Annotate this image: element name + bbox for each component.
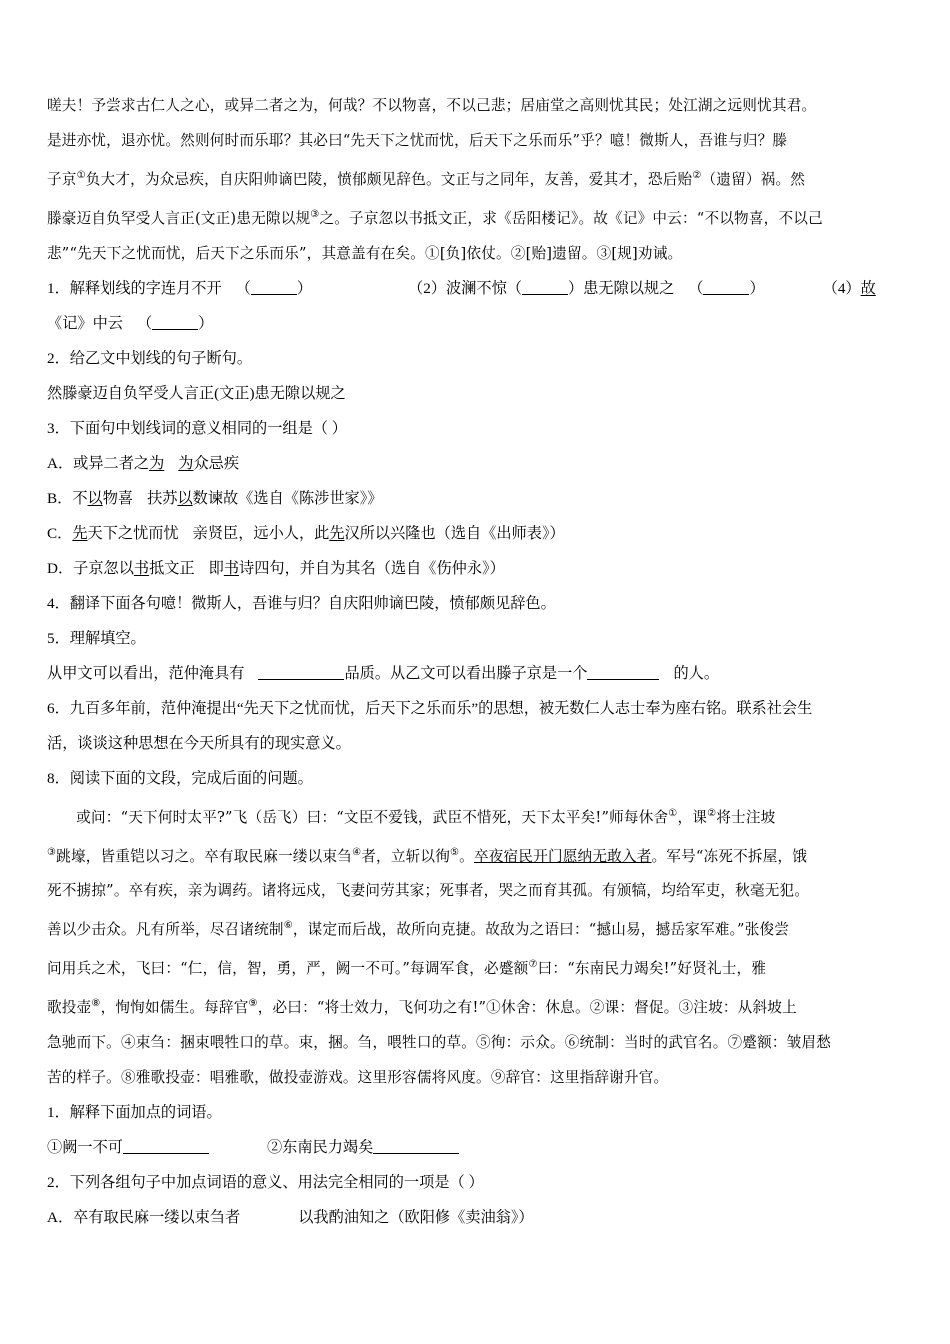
option-c-post2: 汉所以兴隆也（选自《出师表》） [344, 524, 565, 542]
option-c-letter: C． [47, 524, 73, 542]
yuefei-l5-b: 曰：“东南民力竭矣!”好贤礼士，雅 [537, 960, 767, 978]
yuefei-line-7: 急驰而下。④束刍：捆束喂牲口的草。束，捆。刍，喂牲口的草。⑤徇：示众。⑥统制：当时的武官名。⑦蹙额：皱眉愁 [47, 1034, 832, 1052]
q1-paren-close-1: ） [296, 279, 313, 297]
option-b-letter: B． [47, 489, 73, 507]
p2-question-1-items [47, 1130, 913, 1165]
question-8-stem: 阅读下面的文段，完成后面的问题。 [69, 769, 313, 787]
yuefei-l1-b: ，课 [677, 808, 708, 826]
yuefei-footnote-marker-8: ⑧ [91, 998, 101, 1010]
yuefei-l1-c: 将士注坡 [716, 808, 776, 826]
yuefei-l1-a: 或问：“天下何时太平?”飞（岳飞）曰：“文臣不爱钱，武臣不惜死，天下太平矣!”师每休舍 [76, 808, 669, 826]
q5-answer-blank-1[interactable] [258, 679, 344, 680]
q1-line2-text: 《记》中云 [47, 314, 123, 332]
q1-answer-blank-3[interactable] [703, 294, 749, 295]
option-b-post2: 数谏故《选自《陈涉世家》》 [192, 489, 383, 507]
option-d-letter: D． [47, 559, 74, 577]
q5-fill-b: 品质。从乙文可以看出滕子京是一个 [344, 664, 588, 682]
passage-line-3 [47, 158, 913, 197]
q5-fill-a: 从甲文可以看出，范仲淹具有 [47, 664, 245, 682]
passage-line-1: 嗟夫！予尝求古仁人之心，或异二者之为，何哉？不以物喜，不以己悲；居庙堂之高则忧其民；处江湖之远则忧其君。 [47, 97, 817, 114]
question-8-stem-line [47, 761, 913, 796]
option-c-pre2: 亲贤臣，远小人，此 [192, 524, 330, 542]
question-4-stem: 翻译下面各句噫！微斯人，吾谁与归？自庆阳帅谪巴陵，愤郁颇见辞色。 [69, 594, 556, 612]
q1-item4-text: 故 [860, 279, 876, 297]
q1-item2-text: 波澜不惊 [446, 279, 507, 297]
yuefei-line-5 [47, 947, 913, 986]
option-d-underline-2: 书 [223, 559, 240, 577]
yuefei-l2-c: 。 [459, 847, 474, 865]
option-b-pre2: 扶苏 [147, 489, 178, 507]
option-d-underline-1: 书 [133, 559, 150, 577]
question-3 [47, 411, 913, 446]
question-2 [47, 341, 913, 376]
footnote-marker-2: ② [692, 170, 702, 181]
yuefei-line-1 [47, 796, 913, 835]
q1-answer-blank-1[interactable] [251, 294, 297, 295]
question-3-stem: 下面句中划线词的意义相同的一组是（ ） [69, 419, 347, 437]
yuefei-l2-d: 。军号“冻死不拆屋，饿 [651, 847, 808, 865]
q1-paren-close-4: ） [198, 314, 214, 332]
passage-line-2: 是进亦忧，退亦忧。然则何时而乐耶？其必曰“先天下之忧而忧，后天下之乐而乐”乎？噫！微斯人，吾谁与归？滕 [47, 132, 788, 149]
question-3-option-b[interactable] [47, 481, 913, 516]
q1-answer-blank-2[interactable] [522, 294, 568, 295]
p2-question-1 [47, 1095, 913, 1130]
question-1-number: 1． [47, 279, 70, 297]
yuefei-l2-a: 跳壕，皆重铠以习之。卒有取民麻一缕以束刍 [56, 847, 353, 865]
page-content [47, 88, 913, 1235]
yuefei-l4-b: ，谋定而后战，故所向克捷。故敌为之语曰：“撼山易，撼岳家军难。”张俊尝 [292, 921, 790, 939]
passage-line-4-b: 之。子京忽以书抵文正，求《岳阳楼记》。故《记》中云：“不以物喜，不以己 [319, 209, 823, 227]
question-6-text-1: 九百多年前，范仲淹提出“先天下之忧而忧，后天下之乐而乐”的思想，被无数仁人志士奉为座右铭。联系社会生 [69, 699, 813, 717]
yuefei-line-8: 苦的样子。⑧雅歌投壶：唱雅歌，做投壶游戏。这里形容儒将风度。⑨辞官：这里指辞谢升官。 [47, 1069, 669, 1087]
question-5-stem: 理解填空。 [69, 629, 146, 647]
yuefei-underlined-sentence: 卒夜宿民开门愿纳无敢入者 [473, 847, 652, 865]
option-a-post2: 众忌疾 [193, 454, 240, 472]
p2-q1-item1-label: ① [47, 1139, 63, 1157]
q5-answer-blank-2[interactable] [587, 679, 659, 680]
p2-q1-item2-text: 东南民力竭矣 [282, 1139, 374, 1157]
yuefei-footnote-marker-9: ⑨ [248, 998, 258, 1010]
questions-part-1 [47, 271, 913, 796]
option-b-post1: 物喜 [102, 489, 134, 507]
passage-line-3-a: 子京 [47, 170, 77, 188]
option-d-pre1: 子京忽以 [73, 559, 134, 577]
q1-paren-open-1: （ [235, 279, 251, 297]
passage-line-3-b: 负大才，为众忌疾，自庆阳帅谪巴陵，愤郁颇见辞色。文正与之同年，友善，爱其才，恐后贻 [85, 170, 693, 188]
option-d-post1: 抵文正 [149, 559, 195, 577]
option-b-underline-1: 以 [87, 489, 103, 507]
yuefei-l5-a: 问用兵之术，飞曰：“仁，信，智，勇，严，阙一不可。”每调军食，必蹙额 [47, 960, 529, 978]
yuefei-footnote-marker-1: ① [668, 807, 678, 819]
yuefei-footnote-marker-5: ⑤ [450, 846, 460, 858]
question-5-fill-line [47, 656, 913, 691]
question-1 [47, 271, 913, 306]
q1-item2-label: （2） [408, 279, 446, 297]
yuefei-line-2 [47, 835, 913, 874]
option-a-letter: A． [47, 454, 74, 472]
p2-option-a-text-1: 卒有取民麻一缕以束刍者 [73, 1209, 241, 1227]
footnote-marker-3: ③ [310, 208, 320, 220]
option-d-pre2: 即 [208, 559, 224, 577]
p2-option-a-text-2: 以我酌油知之（欧阳修《卖油翁》） [298, 1209, 534, 1227]
p2-q1-item1-text: 阙一不可 [62, 1139, 123, 1157]
option-b-pre1: 不 [72, 489, 88, 507]
q1-paren-close-3: ） [749, 279, 765, 297]
yuefei-footnote-marker-4: ④ [352, 846, 362, 858]
footnote-marker-1: ① [76, 170, 86, 181]
classical-passage-block [47, 88, 913, 271]
q1-answer-blank-4[interactable] [152, 329, 198, 330]
p2-question-2 [47, 1165, 913, 1200]
option-d-post2: 诗四句，并自为其名（选自《伤仲永》） [239, 559, 505, 577]
q1-item4-label: （4） [822, 279, 861, 297]
p2-option-a-letter: A． [47, 1209, 74, 1227]
q1-paren-open-2: （ [506, 279, 522, 297]
question-3-number: 3． [47, 419, 70, 437]
p2-question-1-number: 1． [47, 1104, 70, 1122]
q1-paren-open-4: （ [136, 314, 153, 332]
passage-line-3-c: （遗留）祸。然 [701, 170, 806, 188]
passage-line-4-a: 滕豪迈自负罕受人言正(文正)患无隙以规 [47, 209, 311, 227]
question-8-number: 8． [47, 769, 70, 787]
p2-q1-answer-blank-2[interactable] [373, 1153, 459, 1154]
q1-paren-close-2: ） [567, 279, 584, 297]
p2-question-2-stem: 下列各组句子中加点词语的意义、用法完全相同的一项是（ ） [69, 1174, 484, 1192]
yuefei-l2-b: 者，立斩以徇 [361, 847, 450, 865]
yuefei-line-4 [47, 908, 913, 947]
question-6-line-1 [47, 691, 913, 726]
p2-q1-answer-blank-1[interactable] [123, 1153, 209, 1154]
question-3-option-c[interactable] [47, 516, 913, 551]
passage-line-5: 悲”“先天下之忧而忧，后天下之乐而乐”，其意盖有在矣。①[负]依仗。②[贻]遗留。③[规]劝诫。 [47, 244, 683, 262]
option-b-underline-2: 以 [177, 489, 193, 507]
option-a-underline-2: 为 [178, 454, 194, 472]
question-6-line-2: 活，谈谈这种思想在今天所具有的现实意义。 [47, 734, 351, 752]
option-c-post1: 天下之忧而忧 [87, 524, 179, 542]
p2-q1-item2-label: ② [266, 1139, 283, 1157]
question-3-option-d[interactable] [47, 551, 913, 586]
question-4-number: 4． [47, 594, 70, 612]
yuefei-footnote-marker-2: ② [707, 807, 717, 819]
question-2-sentence: 然滕豪迈自负罕受人言正(文正)患无隙以规之 [47, 384, 346, 402]
option-a-pre1: 或异二者之 [73, 454, 150, 472]
passage-line-4 [47, 197, 913, 236]
question-6-number: 6． [47, 699, 70, 717]
q1-item3-text: 患无隙以规之 [583, 279, 675, 297]
option-c-underline-2: 先 [329, 524, 345, 542]
yuefei-line-3: 死不掳掠”。卒有疾，亲为调药。诸将远戍，飞妻问劳其家；死事者，哭之而育其孤。有颁犒，均给军吏，秋毫无犯。 [47, 882, 810, 900]
yuefei-l6-a: 歌投壶 [47, 999, 92, 1017]
yuefei-l6-c: ，必曰：“将士效力，飞何功之有!”①休舍：休息。②课：督促。③注坡：从斜坡上 [257, 999, 797, 1017]
yuefei-l4-a: 善以少击众。凡有所举，尽召诸统制 [47, 921, 284, 939]
q1-paren-open-3: （ [688, 279, 704, 297]
p2-question-2-number: 2． [47, 1174, 70, 1192]
question-4 [47, 586, 913, 621]
question-2-stem: 给乙文中划线的句子断句。 [69, 349, 253, 367]
p2-question-2-option-a[interactable] [47, 1200, 913, 1235]
p2-question-1-stem: 解释下面加点的词语。 [69, 1104, 222, 1122]
yuefei-footnote-marker-3: ③ [47, 846, 57, 858]
question-1-stem: 解释划线的字连月不开 [69, 279, 222, 297]
q5-fill-c: 的人。 [673, 664, 719, 682]
yuefei-footnote-marker-6: ⑥ [283, 920, 293, 932]
questions-part-2 [47, 1095, 913, 1235]
option-c-underline-1: 先 [72, 524, 88, 542]
question-5-number: 5． [47, 629, 70, 647]
yuefei-footnote-marker-7: ⑦ [528, 959, 538, 971]
question-1-line-2 [47, 306, 913, 341]
yuefei-l6-b: ，恂恂如儒生。每辞官 [100, 999, 249, 1017]
question-5 [47, 621, 913, 656]
option-a-underline-1: 为 [149, 454, 165, 472]
yuefei-passage-block [47, 796, 913, 1095]
question-2-number: 2． [47, 349, 70, 367]
yuefei-line-6 [47, 986, 913, 1025]
question-3-option-a[interactable] [47, 446, 913, 481]
